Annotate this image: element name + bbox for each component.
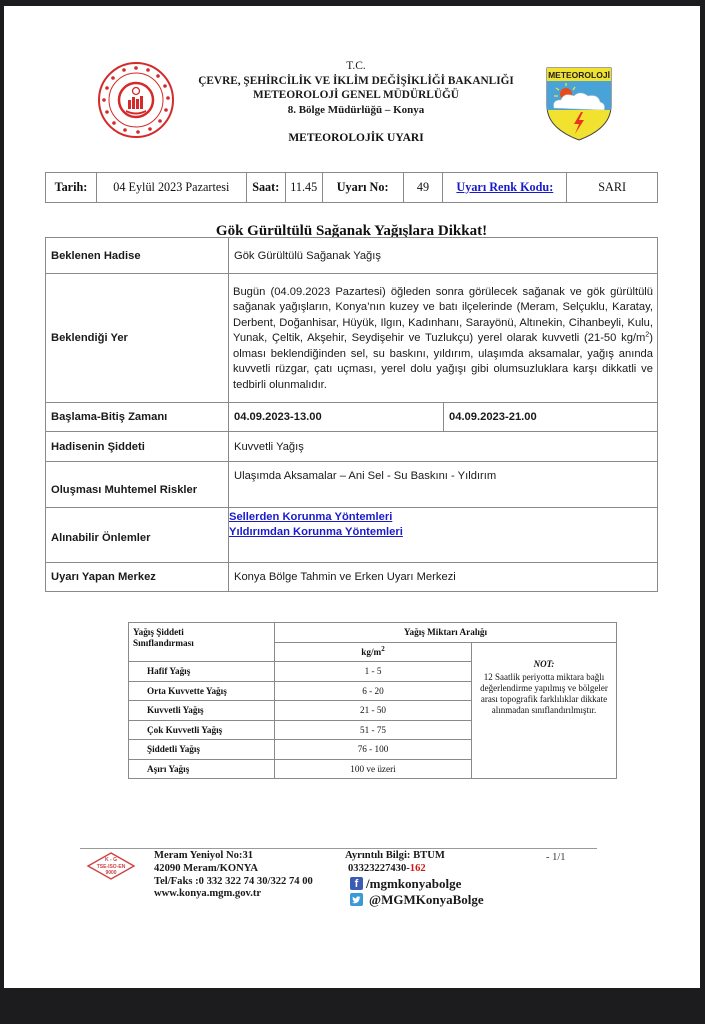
intensity-note [472, 642, 617, 779]
time-value: 11.45 [285, 173, 322, 203]
address-line-1: Meram Yeniyol No:31 [154, 850, 254, 861]
precipitation-intensity-table [128, 622, 617, 779]
event-value: Gök Gürültülü Sağanak Yağış [229, 238, 658, 274]
table-row: Kuvvetli Yağış 21 - 50 [129, 701, 617, 721]
start-time: 04.09.2023-13.00 [229, 403, 444, 432]
event-label: Beklenen Hadise [46, 238, 229, 274]
institution-header [154, 59, 558, 117]
page-number: - 1/1 [546, 852, 566, 863]
svg-text:9000: 9000 [105, 870, 117, 876]
issuing-center-value: Konya Bölge Tahmin ve Erken Uyarı Merkezi [229, 563, 658, 592]
measures-links [229, 508, 658, 563]
warning-info-table [45, 172, 658, 203]
time-range-label: Başlama-Bitiş Zamanı [46, 403, 229, 432]
location-description: Bugün (04.09.2023 Pazartesi) öğleden sonra görülecek sağanak ve gök gürültülü sağanak yağışların, Konya’nın kuzey ve batı ilçelerinde (Meram, Selçuklu, Karatay, Derbent, Doğanhisar, Hüyük, Ilgın, Kadınhanı, Sarayönü, Altınekin, Cihanbeyli, Kulu, Yunak, Çeltik, Akşehir, Seydişehir ve Tuzlukçu) yerel olarak kuvvetli (21-50 $kg/m^2$) olması beklendiğinden sel, su baskını, yıldırım, ulaşımda aksamalar, yağış anında kuvvetli rüzgar, çatı uçması, yerel dolu yağışı gibi olumsuzluklara karşı dikkatli ve tedbirli olunmalıdır. [229, 274, 658, 403]
tse-certification-icon [86, 851, 136, 881]
twitter-icon [350, 893, 363, 906]
website-link[interactable]: www.konya.mgm.gov.tr [154, 888, 262, 900]
intensity-header-range: Yağış Miktarı Aralığı [275, 623, 617, 643]
note-text: 12 Saatlik periyotta miktara bağlı değerlendirme yapılmış ve bölgeler arası topografik farklılıklar dikkate alınmadan sınıflandırılmıştır. [480, 671, 608, 715]
table-row: Hafif Yağış 1 - 5 [129, 662, 617, 682]
document-page [4, 6, 700, 988]
issuing-center-label: Uyarı Yapan Merkez [46, 563, 229, 592]
address-line-2: 42090 Meram/KONYA [154, 862, 259, 874]
table-row: Orta Kuvvette Yağış 6 - 20 [129, 681, 617, 701]
note-title: NOT: [533, 658, 555, 669]
document-title: METEOROLOJİK UYARI [288, 132, 424, 144]
date-label: Tarih: [46, 173, 97, 203]
location-label: Beklendiği Yer [46, 274, 229, 403]
facebook-link[interactable]: f /mgmkonyabolge [345, 876, 484, 892]
color-code-link[interactable]: Uyarı Renk Kodu: [456, 180, 554, 194]
warning-number-label: Uyarı No: [322, 173, 403, 203]
flood-protection-link[interactable]: Sellerden Korunma Yöntemleri [229, 511, 393, 523]
end-time: 04.09.2023-21.00 [444, 403, 658, 432]
measures-label: Alınabilir Önlemler [46, 508, 229, 563]
footer-divider [80, 848, 597, 849]
footer-contact [345, 850, 484, 908]
warning-details-table [45, 237, 658, 592]
table-row: Çok Kuvvetli Yağış 51 - 75 [129, 720, 617, 740]
info-phone: 03323227430-162 [348, 862, 426, 874]
color-code-value: SARI [567, 173, 658, 203]
footer-address [154, 850, 313, 901]
info-contact-label: Ayrıntılı Bilgi: BTUM [345, 850, 445, 861]
header-directorate: METEOROLOJİ GENEL MÜDÜRLÜĞÜ [253, 89, 459, 101]
header-line-tc: T.C. [346, 60, 366, 72]
severity-label: Hadisenin Şiddeti [46, 432, 229, 462]
intensity-header-class: Yağış Şiddeti Sınıflandırması [129, 623, 275, 662]
time-label: Saat: [246, 173, 285, 203]
severity-value: Kuvvetli Yağış [229, 432, 658, 462]
header-ministry: ÇEVRE, ŞEHİRCİLİK VE İKLİM DEĞİŞİKLİĞİ BAKANLIĞI [198, 74, 514, 87]
risks-label: Oluşması Muhtemel Riskler [46, 462, 229, 508]
lightning-protection-link[interactable]: Yıldırımdan Korunma Yöntemleri [229, 526, 403, 538]
table-row: Aşırı Yağış 100 ve üzeri [129, 759, 617, 779]
warning-number-value: 49 [403, 173, 443, 203]
date-value: 04 Eylül 2023 Pazartesi [96, 173, 246, 203]
svg-text:K - G: K - G [105, 857, 117, 863]
twitter-link[interactable]: @MGMKonyaBolge [345, 892, 484, 908]
facebook-icon: f [350, 877, 363, 890]
svg-text:METEOROLOJİ: METEOROLOJİ [548, 70, 610, 80]
svg-text:TSE-ISO-EN: TSE-ISO-EN [96, 864, 126, 870]
phone-fax: Tel/Faks :0 332 322 74 30/322 74 00 [154, 875, 313, 887]
warning-headline: Gök Gürültülü Sağanak Yağışlara Dikkat! [215, 223, 488, 239]
risks-value: Ulaşımda Aksamalar – Ani Sel - Su Baskını - Yıldırım [229, 462, 658, 508]
table-row: Şiddetli Yağış 76 - 100 [129, 740, 617, 760]
header-regional-unit: 8. Bölge Müdürlüğü – Konya [287, 103, 425, 116]
meteorology-logo-icon [544, 66, 614, 142]
intensity-unit: $kg/m^2$ [275, 642, 472, 662]
